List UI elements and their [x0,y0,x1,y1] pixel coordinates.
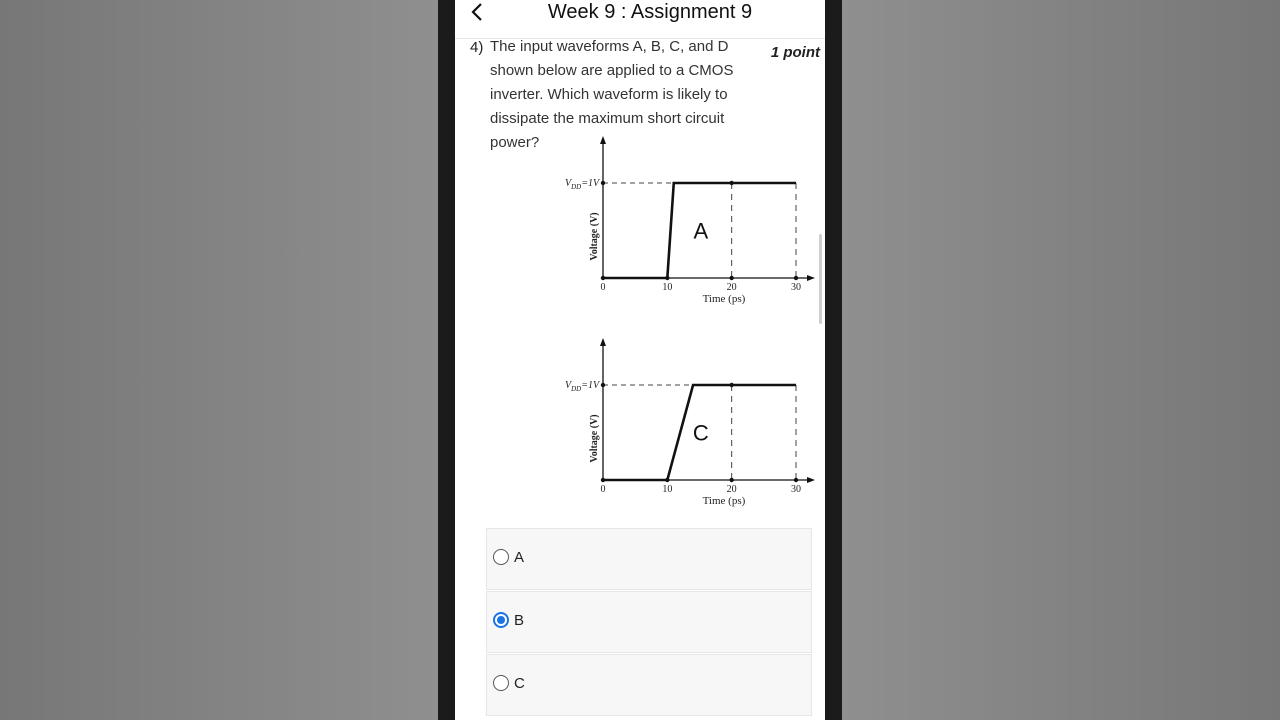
tick-dot-10 [665,478,669,482]
tick-label-30: 30 [791,282,801,293]
option-label-c: C [514,675,525,692]
app-header [455,0,825,39]
waveform-name-label: C [692,420,709,446]
question-text: The input waveforms A, B, C, and D shown below are applied to a CMOS inverter. Which waveform is likely to dissipate the maximum short circuit power? [490,38,734,151]
page-title: Week 9 : Assignment 9 [547,1,753,23]
tick-label-20: 20 [726,484,737,495]
x-axis-label: Time (ps) [702,495,746,507]
background-right [842,0,1280,720]
tick-label-30: 30 [791,484,801,495]
tick-label-10: 10 [662,282,673,293]
waveform-a-chart [545,128,825,318]
scrollbar[interactable] [819,234,822,324]
vdd-label [565,380,601,393]
vdd-label [565,178,601,191]
option-label-a: A [514,549,525,566]
tick-label-10: 10 [662,484,673,495]
background-left [0,0,438,720]
waveform-c-chart [545,330,825,520]
tick-dot-30 [794,478,798,482]
vdd-dot [601,181,605,185]
x-axis-arrow [807,275,815,281]
phone-screen [455,0,825,720]
tick-dot-10 [665,276,669,280]
tick-dot-20 [729,276,733,280]
radio-button-a[interactable] [493,549,509,565]
vdd-label-main: V [565,178,572,189]
option-c[interactable] [486,654,812,716]
vdd-label-rest: =1V [581,380,600,391]
question-points: 1 point [770,44,820,61]
y-axis-label: Voltage (V) [589,212,600,261]
y-axis-arrow [600,136,606,144]
radio-button-c[interactable] [493,675,509,691]
question-number: 4) [470,39,484,56]
phone-bezel-left [438,0,455,720]
peak-dot [729,181,733,185]
tick-label-0: 0 [600,282,606,293]
y-axis-arrow [600,338,606,346]
tick-dot-30 [794,276,798,280]
phone-bezel-right [825,0,842,720]
tick-dot-0 [601,478,605,482]
option-a[interactable] [486,528,812,590]
option-label-b: B [514,612,525,629]
vdd-label-main: V [565,380,572,391]
tick-dot-20 [729,478,733,482]
tick-dot-0 [601,276,605,280]
waveform-name-label: A [693,218,709,244]
peak-dot [729,383,733,387]
tick-label-0: 0 [600,484,606,495]
vdd-label-sub: DD [571,385,582,393]
x-axis-arrow [807,477,815,483]
vdd-label-rest: =1V [581,178,600,189]
x-axis-label: Time (ps) [702,293,746,305]
radio-button-b[interactable] [493,612,509,628]
y-axis-label: Voltage (V) [589,414,600,463]
option-b[interactable] [486,591,812,653]
vdd-label-sub: DD [571,183,582,191]
tick-label-20: 20 [726,282,737,293]
vdd-dot [601,383,605,387]
